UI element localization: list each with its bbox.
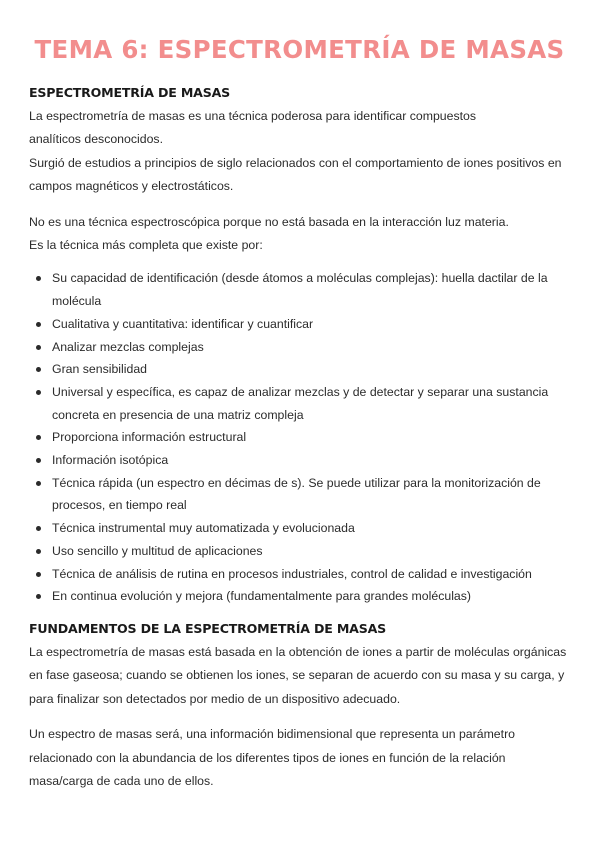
section-heading-espectrometria: ESPECTROMETRÍA DE MASAS	[29, 85, 230, 100]
list-item-text: Analizar mezclas complejas	[52, 339, 204, 354]
bullet-icon	[36, 345, 41, 350]
list-item-text: Proporciona información estructural	[52, 430, 247, 445]
bullet-icon	[36, 367, 41, 372]
list-item	[29, 585, 570, 608]
list-item	[29, 426, 570, 449]
list-item-text: Información isotópica	[52, 453, 169, 468]
list-item-text: Técnica de análisis de rutina en procesos industriales, control de calidad e investigación	[52, 566, 532, 581]
document-title: TEMA 6: ESPECTROMETRÍA DE MASAS	[34, 35, 565, 64]
list-item-text: Técnica rápida (un espectro en décimas de s). Se puede utilizar para la monitorización de procesos, en tiempo real	[52, 475, 541, 513]
section2-body	[29, 641, 570, 793]
list-item	[29, 358, 570, 381]
bullet-icon	[36, 572, 41, 577]
section1-intro	[29, 105, 570, 199]
list-item	[29, 313, 570, 336]
list-item-text: Uso sencillo y multitud de aplicaciones	[52, 543, 263, 558]
list-item	[29, 336, 570, 359]
bullet-icon	[36, 549, 41, 554]
list-item	[29, 267, 570, 312]
features-list	[29, 267, 570, 608]
bullet-icon	[36, 481, 41, 486]
list-item-text: Gran sensibilidad	[52, 362, 148, 377]
section-heading-fundamentos: FUNDAMENTOS DE LA ESPECTROMETRÍA DE MASAS	[29, 620, 386, 636]
list-item-text: Cualitativa y cuantitativa: identificar y cuantificar	[52, 316, 314, 331]
bullet-icon	[36, 594, 41, 599]
list-item	[29, 449, 570, 472]
list-item-text: Técnica instrumental muy automatizada y evolucionada	[52, 521, 355, 536]
bullet-icon	[36, 435, 41, 440]
bullet-icon	[36, 526, 41, 531]
bullet-icon	[36, 390, 41, 395]
paragraph: La espectrometría de masas es una técnica poderosa para identificar compuestos analíticos desconocidos.	[29, 109, 477, 147]
list-item	[29, 540, 570, 563]
list-item-text: En continua evolución y mejora (fundamentalmente para grandes moléculas)	[52, 589, 472, 604]
bullet-icon	[36, 276, 41, 281]
list-item-text: Universal y específica, es capaz de analizar mezclas y de detectar y separar una sustancia concreta en presencia de una matriz compleja	[52, 384, 549, 422]
list-item-text: Su capacidad de identificación (desde átomos a moléculas complejas): huella dactilar de la molécula	[52, 271, 548, 309]
list-item	[29, 563, 570, 586]
bullet-icon	[36, 458, 41, 463]
paragraph: No es una técnica espectroscópica porque no está basada en la interacción luz materia.	[29, 214, 509, 229]
list-item	[29, 381, 570, 426]
list-item	[29, 517, 570, 540]
paragraph: Un espectro de masas será, una información bidimensional que representa un parámetro relacionado con la abundancia de los diferentes tipos de iones en función de la relación masa/carga de cada uno de ellos.	[29, 727, 515, 789]
paragraph: Surgió de estudios a principios de siglo relacionados con el comportamiento de iones positivos en campos magnéticos y electrostáticos.	[29, 155, 562, 194]
paragraph: La espectrometría de masas está basada en la obtención de iones a partir de moléculas orgánicas en fase gaseosa; cuando se obtienen los iones, se separan de acuerdo con su masa y su carga, y para finalizar son detectados por medio de un dispositivo adecuado.	[29, 644, 567, 706]
section1-body	[29, 211, 570, 258]
list-item	[29, 472, 570, 517]
bullet-icon	[36, 322, 41, 327]
paragraph: Es la técnica más completa que existe por:	[29, 238, 263, 253]
